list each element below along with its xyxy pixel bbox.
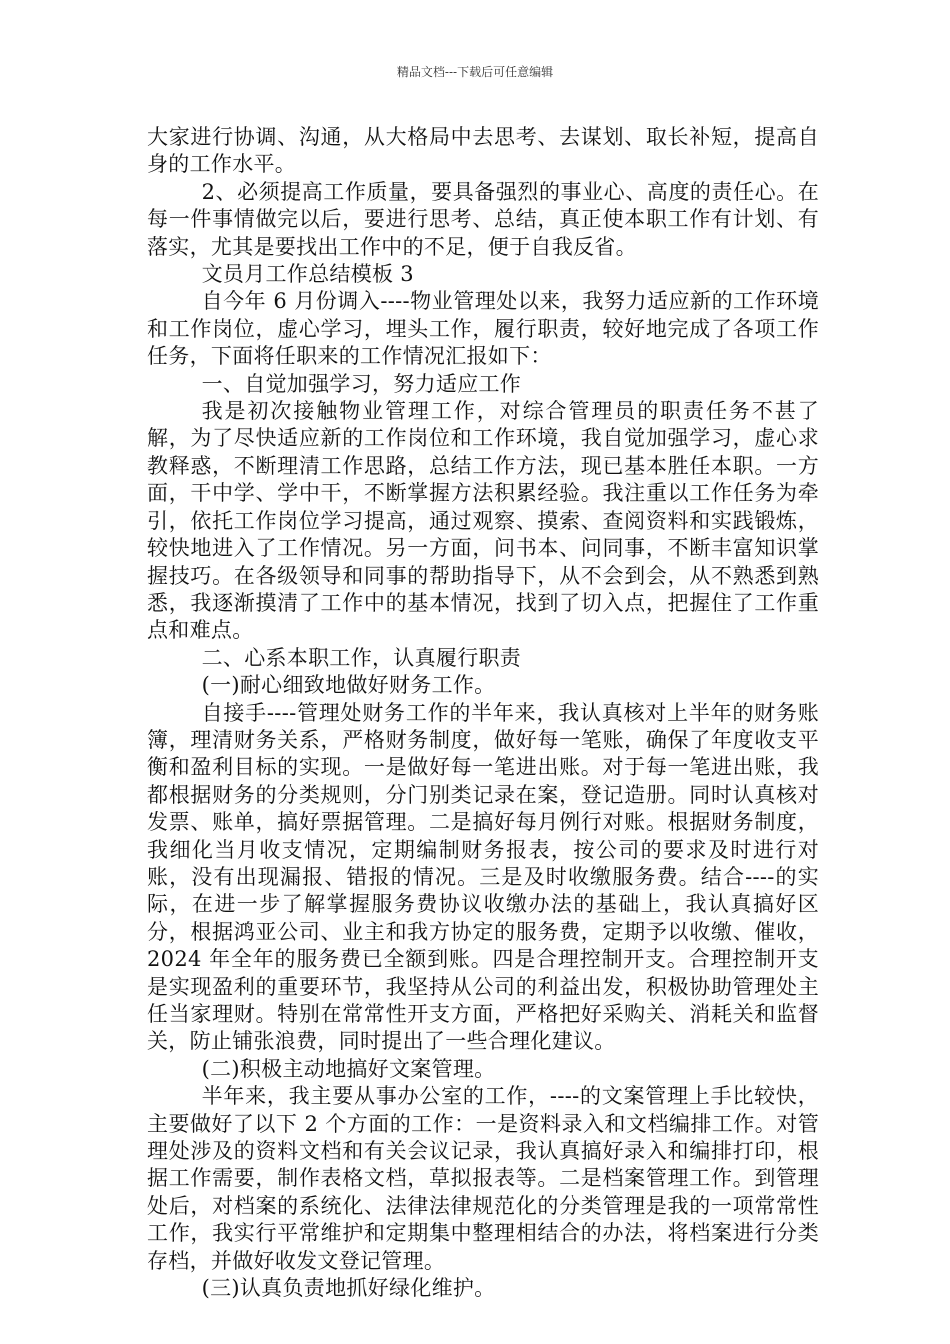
- paragraph-intro: 自今年 6 月份调入----物业管理处以来，我努力适应新的工作环境和工作岗位，虚心学习，埋头工作，履行职责，较好地完成了各项工作任务，下面将任职来的工作情况汇报如下：: [147, 289, 819, 369]
- document-body: [147, 124, 819, 1302]
- paragraph-finance: 自接手----管理处财务工作的半年来，我认真核对上半年的财务账簿，理清财务关系，严格财务制度，做好每一笔账，确保了年度收支平衡和盈利目标的实现。一是做好每一笔进出账。对于每一笔进出账，我都根据财务的分类规则，分门别类记录在案，登记造册。同时认真核对发票、账单，搞好票据管理。二是搞好每月例行对账。根据财务制度，我细化当月收支情况，定期编制财务报表，按公司的要求及时进行对账，没有出现漏报、错报的情况。三是及时收缴服务费。结合----的实际，在进一步了解掌握服务费协议收缴办法的基础上，我认真搞好区分，根据鸿亚公司、业主和我方协定的服务费，定期予以收缴、催收，2024 年全年的服务费已全额到账。四是合理控制开支。合理控制开支是实现盈利的重要环节，我坚持从公司的利益出发，积极协助管理处主任当家理财。特别在常常性开支方面，严格把好采购关、消耗关和监督关，防止铺张浪费，同时提出了一些合理化建议。: [147, 700, 819, 1054]
- section-title: 文员月工作总结模板 3: [201, 262, 414, 287]
- subheading-finance: (一)耐心细致地做好财务工作。: [201, 673, 496, 698]
- subheading-documents: (二)积极主动地搞好文案管理。: [201, 1056, 496, 1081]
- page-header: 精品文档---下载后可任意编辑: [396, 65, 554, 79]
- paragraph-quality: 2、必须提高工作质量，要具备强烈的事业心、高度的责任心。在每一件事情做完以后，要进行思考、总结，真正使本职工作有计划、有落实，尤其是要找出工作中的不足，便于自我反省。: [147, 179, 819, 259]
- paragraph-continuation: 大家进行协调、沟通，从大格局中去思考、去谋划、取长补短，提高自身的工作水平。: [147, 125, 819, 177]
- heading-study: 一、自觉加强学习，努力适应工作: [201, 371, 522, 396]
- subheading-greening: (三)认真负责地抓好绿化维护。: [201, 1276, 496, 1301]
- paragraph-documents: 半年来，我主要从事办公室的工作，----的文案管理上手比较快，主要做好了以下 2 个方面的工作：一是资料录入和文档编排工作。对管理处涉及的资料文档和有关会议记录，我认真搞好录入和编排打印，根据工作需要，制作表格文档，草拟报表等。二是档案管理工作。到管理处后，对档案的系统化、法律法律规范化的分类管理是我的一项常常性工作，我实行平常维护和定期集中整理相结合的办法，将档案进行分类存档，并做好收发文登记管理。: [147, 1084, 819, 1273]
- heading-duty: 二、心系本职工作，认真履行职责: [201, 645, 522, 670]
- paragraph-study: 我是初次接触物业管理工作，对综合管理员的职责任务不甚了解，为了尽快适应新的工作岗位和工作环境，我自觉加强学习，虚心求教释惑，不断理清工作思路，总结工作方法，现已基本胜任本职。一方面，干中学、学中干，不断掌握方法积累经验。我注重以工作任务为牵引，依托工作岗位学习提高，通过观察、摸索、查阅资料和实践锻炼，较快地进入了工作情况。另一方面，问书本、问同事，不断丰富知识掌握技巧。在各级领导和同事的帮助指导下，从不会到会，从不熟悉到熟悉，我逐渐摸清了工作中的基本情况，找到了切入点，把握住了工作重点和难点。: [147, 399, 819, 643]
